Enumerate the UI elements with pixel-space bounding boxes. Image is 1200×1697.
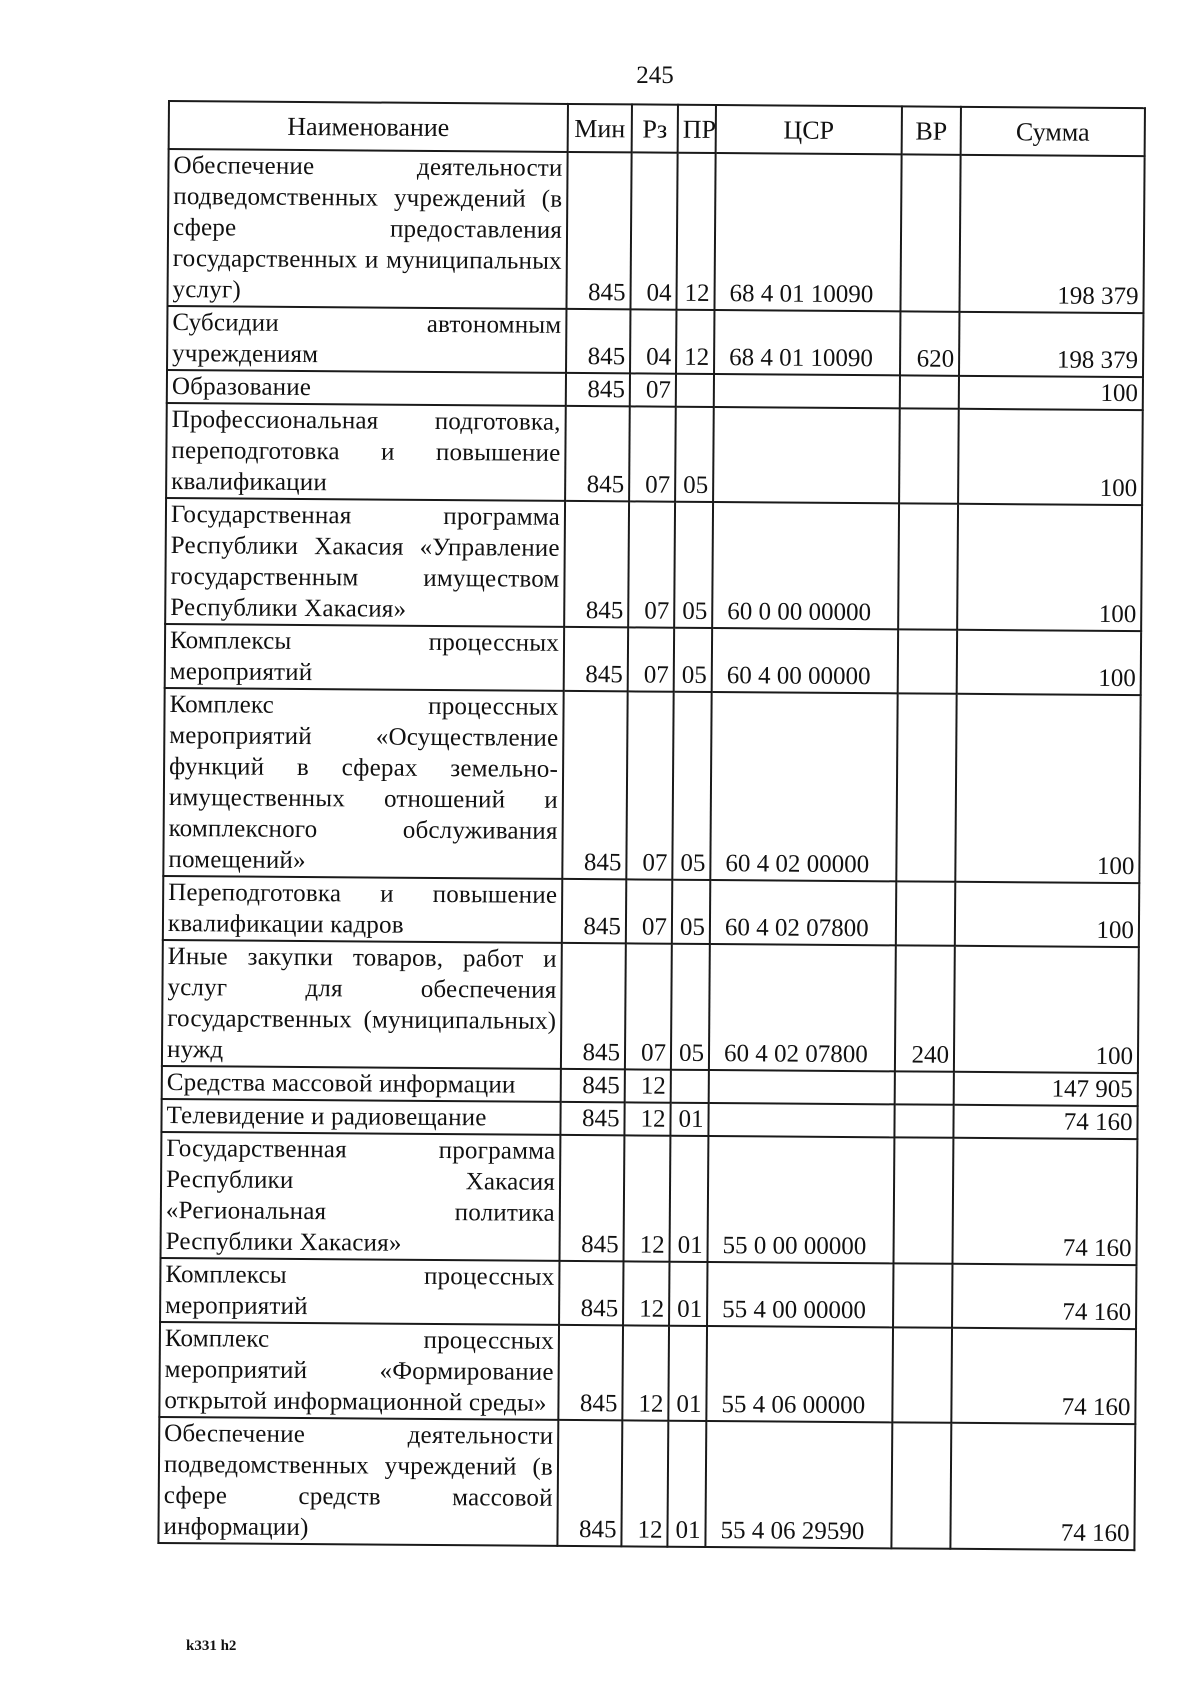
cell-vr (900, 154, 960, 311)
header-sum: Сумма (961, 107, 1145, 156)
cell-vr (896, 693, 956, 881)
table-row (163, 876, 1139, 947)
cell-name: Средства массовой информации (162, 1066, 561, 1102)
cell-sum: 74 160 (951, 1328, 1136, 1424)
cell-pr: 01 (670, 1103, 708, 1136)
cell-min: 845 (562, 691, 627, 879)
cell-pr: 05 (672, 692, 711, 880)
cell-vr (900, 375, 959, 408)
cell-min: 845 (562, 879, 626, 943)
header-vr: ВР (902, 106, 961, 154)
cell-rz: 12 (621, 1420, 668, 1546)
cell-min: 845 (564, 501, 629, 627)
cell-pr: 01 (667, 1421, 706, 1547)
cell-pr: 01 (668, 1326, 707, 1421)
cell-csr: 68 4 01 10090 (714, 153, 901, 311)
cell-min: 845 (558, 1325, 623, 1420)
cell-sum: 100 (957, 504, 1142, 631)
page-number: 245 (636, 62, 674, 89)
cell-name: Комплекс процессных мероприятий «Осуществление функций в сферах земельно-имущественных отношений и комплексного обслуживания помещений» (163, 688, 563, 879)
cell-pr: 05 (675, 407, 714, 502)
cell-sum: 100 (955, 694, 1140, 883)
budget-table (157, 100, 1146, 1551)
cell-vr (893, 1137, 953, 1263)
cell-csr: 55 4 06 00000 (706, 1326, 893, 1422)
cell-rz: 07 (628, 501, 675, 627)
cell-vr: 620 (900, 311, 959, 375)
cell-min: 845 (565, 406, 630, 501)
table-row (166, 403, 1143, 505)
cell-vr (895, 1071, 954, 1104)
header-min: Мин (568, 104, 632, 152)
cell-csr (713, 407, 900, 503)
cell-rz: 07 (630, 373, 676, 406)
header-name: Наименование (169, 101, 568, 152)
cell-name: Переподготовка и повышение квалификации кадров (163, 876, 562, 943)
cell-sum: 100 (954, 946, 1139, 1073)
cell-sum: 198 379 (959, 155, 1144, 313)
cell-min: 845 (566, 309, 630, 373)
cell-rz: 12 (625, 1069, 671, 1102)
cell-sum: 74 160 (952, 1264, 1136, 1329)
cell-rz: 07 (625, 943, 672, 1069)
cell-name: Субсидии автономным учреждениям (167, 306, 566, 373)
cell-csr: 60 4 02 00000 (710, 692, 897, 881)
cell-rz: 12 (624, 1102, 670, 1135)
cell-min: 845 (559, 1261, 623, 1325)
cell-pr: 12 (676, 310, 714, 374)
cell-vr (899, 408, 959, 503)
cell-name: Обеспечение деятельности подведомственных учреждений (в сфере средств массовой информации) (158, 1417, 558, 1546)
cell-pr (671, 1070, 709, 1103)
cell-min: 845 (566, 152, 631, 309)
table-row (165, 624, 1141, 695)
cell-csr (708, 1103, 894, 1137)
table-row (161, 1132, 1138, 1265)
cell-name: Обеспечение деятельности подведомственных учреждений (в сфере предоставления государственных и муниципальных услуг) (167, 149, 567, 309)
cell-min: 845 (560, 1102, 624, 1135)
cell-vr (894, 1104, 953, 1137)
cell-pr: 01 (669, 1262, 707, 1326)
cell-pr: 05 (674, 502, 713, 628)
cell-min: 845 (560, 1135, 625, 1261)
cell-pr: 05 (671, 944, 710, 1070)
cell-rz: 12 (622, 1325, 669, 1420)
cell-rz: 07 (626, 691, 673, 879)
header-rz: Рз (632, 104, 678, 152)
table-row (165, 498, 1142, 631)
cell-csr (714, 374, 900, 408)
table-row (159, 1322, 1136, 1424)
cell-pr: 05 (672, 880, 710, 944)
cell-min: 845 (561, 1069, 625, 1102)
cell-sum: 100 (957, 630, 1141, 695)
cell-name: Комплексы процессных мероприятий (165, 624, 564, 691)
table-row (167, 149, 1144, 313)
table-row (163, 688, 1140, 883)
cell-vr: 240 (895, 945, 955, 1071)
cell-name: Государственная программа Республики Хакасия «Региональная политика Республики Хакасия» (161, 1132, 561, 1261)
cell-sum: 74 160 (952, 1138, 1137, 1265)
cell-csr: 55 4 06 29590 (705, 1421, 892, 1548)
cell-sum: 100 (959, 376, 1143, 410)
cell-csr: 55 0 00 00000 (707, 1136, 894, 1263)
cell-name: Государственная программа Республики Хакасия «Управление государственным имуществом Республики Хакасия» (165, 498, 565, 627)
table-header-row (169, 101, 1145, 156)
cell-rz: 07 (629, 406, 676, 501)
cell-vr (896, 881, 955, 945)
table-row (160, 1258, 1136, 1329)
table-row (162, 940, 1139, 1073)
table-row (158, 1417, 1135, 1550)
cell-pr: 01 (669, 1136, 708, 1262)
cell-csr: 60 4 00 00000 (712, 628, 898, 693)
cell-rz: 12 (623, 1135, 670, 1261)
footer-code: k331 h2 (186, 1638, 237, 1654)
cell-csr (709, 1070, 895, 1104)
cell-min: 845 (564, 627, 628, 691)
table-body (158, 149, 1144, 1550)
cell-pr: 12 (676, 153, 715, 310)
cell-pr: 05 (674, 628, 712, 692)
cell-sum: 100 (958, 409, 1143, 505)
cell-sum: 100 (955, 882, 1139, 947)
cell-csr: 60 4 02 07800 (709, 944, 896, 1071)
cell-rz: 04 (630, 152, 677, 309)
cell-rz: 04 (630, 309, 676, 373)
cell-name: Комплексы процессных мероприятий (160, 1258, 559, 1325)
cell-sum: 74 160 (950, 1423, 1135, 1550)
cell-csr: 60 4 02 07800 (710, 880, 896, 945)
cell-min: 845 (566, 373, 630, 406)
cell-name: Телевидение и радиовещание (161, 1099, 560, 1135)
table-row (167, 306, 1143, 377)
cell-vr (898, 503, 958, 629)
cell-rz: 07 (626, 879, 672, 943)
cell-csr: 68 4 01 10090 (714, 310, 900, 375)
cell-sum: 198 379 (959, 312, 1143, 377)
cell-name: Образование (167, 370, 566, 406)
cell-sum: 74 160 (953, 1105, 1137, 1139)
cell-rz: 07 (628, 627, 674, 691)
header-csr: ЦСР (716, 105, 902, 154)
cell-csr: 60 0 00 00000 (712, 502, 899, 629)
cell-csr: 55 4 00 00000 (707, 1262, 893, 1327)
cell-vr (898, 629, 957, 693)
cell-name: Иные закупки товаров, работ и услуг для обеспечения государственных (муниципальных) нужд (162, 940, 562, 1069)
cell-name: Профессиональная подготовка, переподготовка и повышение квалификации (166, 403, 566, 501)
header-pr: ПР (678, 105, 716, 153)
cell-name: Комплекс процессных мероприятий «Формирование открытой информационной среды» (159, 1322, 559, 1420)
cell-min: 845 (557, 1420, 622, 1546)
cell-vr (892, 1327, 952, 1422)
cell-vr (891, 1422, 951, 1548)
cell-min: 845 (561, 943, 626, 1069)
cell-rz: 12 (623, 1261, 669, 1325)
cell-vr (893, 1263, 952, 1327)
cell-sum: 147 905 (954, 1072, 1138, 1106)
cell-pr (676, 374, 714, 407)
